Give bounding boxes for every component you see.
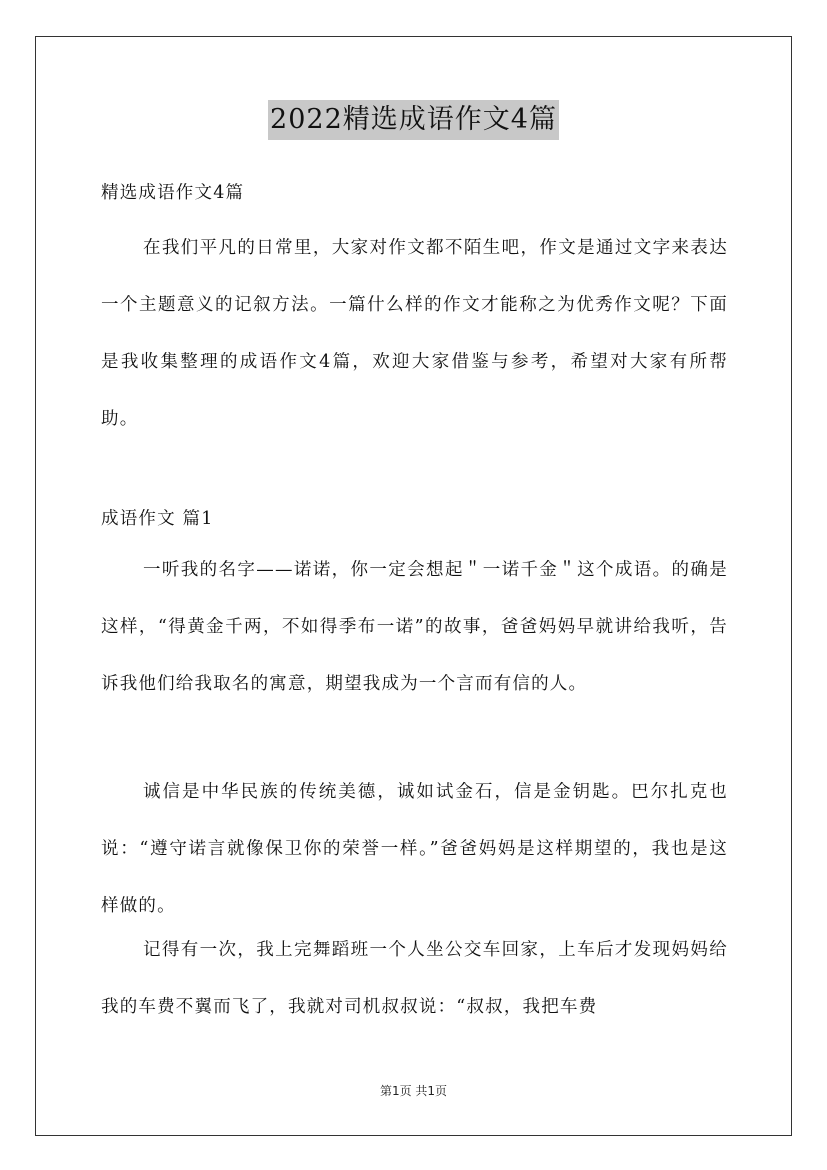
page-footer: 第1页 共1页 xyxy=(379,1084,448,1098)
document-title: 2022精选成语作文4篇 xyxy=(268,100,559,140)
paragraph-1: 一听我的名字——诺诺，你一定会想起＂一诺千金＂这个成语。的确是这样，“得黄金千两，不如得季布一诺”的故事，爸爸妈妈早就讲给我听，告诉我他们给我取名的寓意，期望我成为一个言而有信的人。 xyxy=(101,560,728,694)
paragraph-3: 记得有一次，我上完舞蹈班一个人坐公交车回家，上车后才发现妈妈给我的车费不翼而飞了，我就对司机叔叔说：“叔叔，我把车费 xyxy=(101,940,728,1017)
intro-paragraph: 在我们平凡的日常里，大家对作文都不陌生吧，作文是通过文字来表达一个主题意义的记叙方法。一篇什么样的作文才能称之为优秀作文呢？下面是我收集整理的成语作文4篇，欢迎大家借鉴与参考，希望对大家有所帮助。 xyxy=(101,238,728,429)
subtitle: 精选成语作文4篇 xyxy=(101,183,245,203)
title-area xyxy=(0,100,827,140)
paragraph-2: 诚信是中华民族的传统美德，诚如试金石，信是金钥匙。巴尔扎克也说：“遵守诺言就像保卫你的荣誉一样。”爸爸妈妈是这样期望的，我也是这样做的。 xyxy=(101,782,728,916)
section-heading: 成语作文 篇1 xyxy=(101,509,214,529)
